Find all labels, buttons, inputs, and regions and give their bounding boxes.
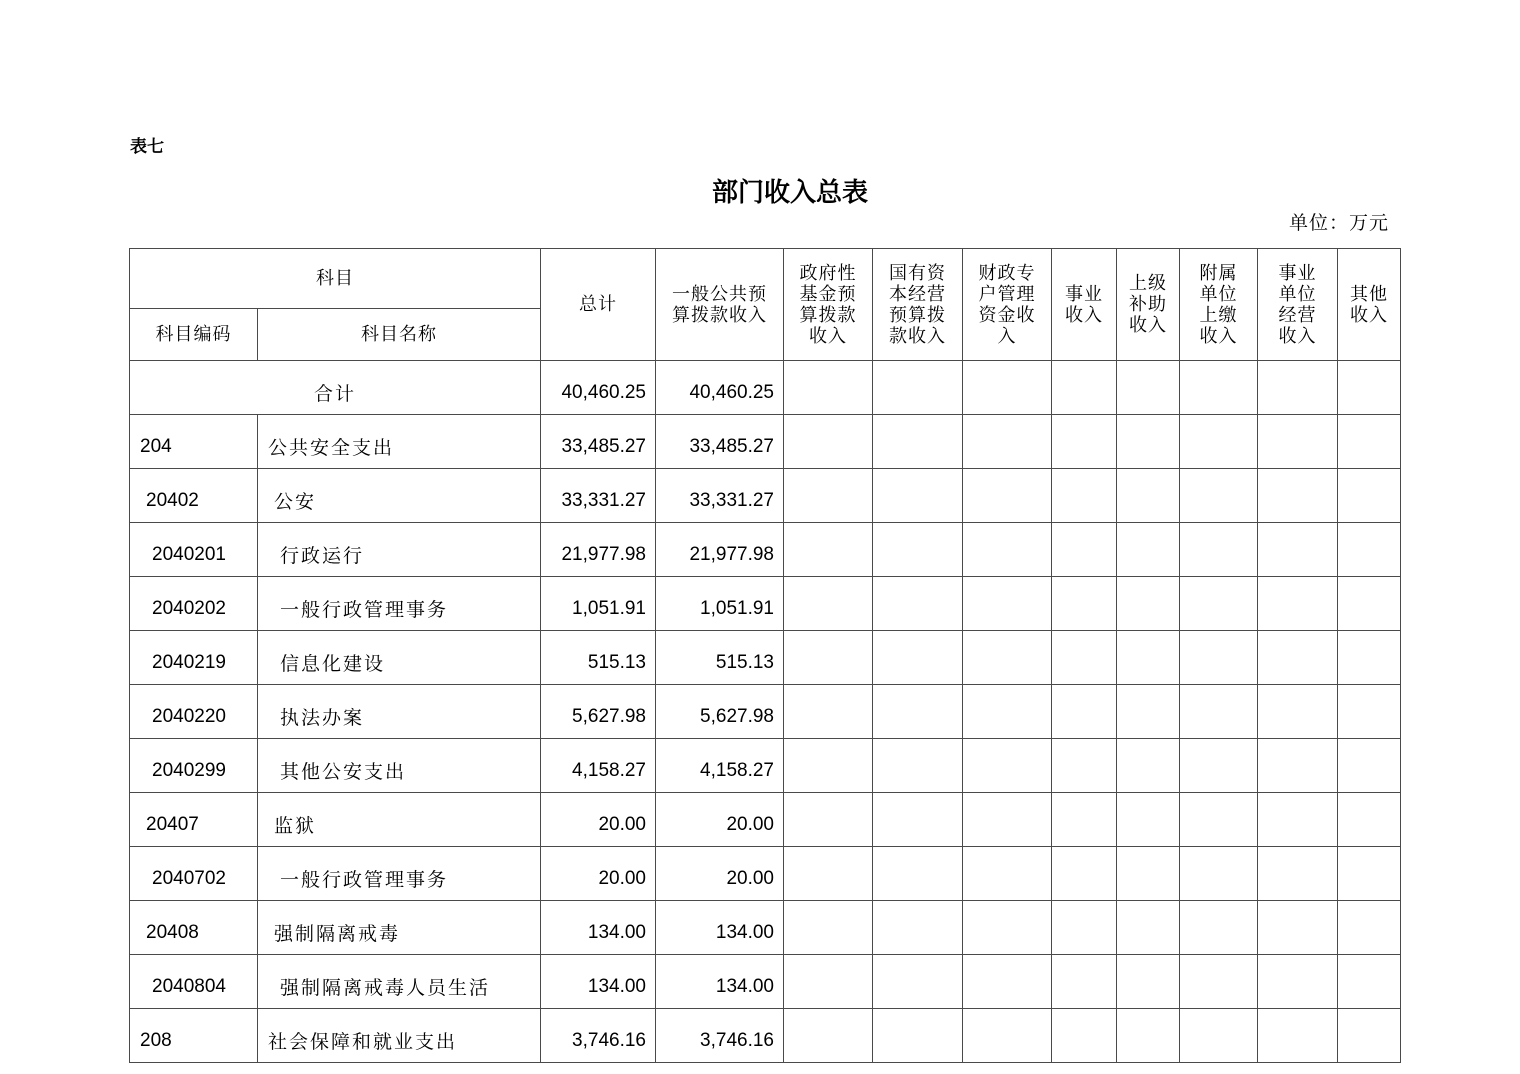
total-row xyxy=(130,361,1401,415)
empty-cell xyxy=(963,955,1052,1009)
empty-cell xyxy=(873,469,963,523)
empty-cell xyxy=(1258,955,1338,1009)
subject-code: 2040804 xyxy=(130,955,258,1009)
empty-cell xyxy=(1180,1009,1258,1063)
table-row xyxy=(130,847,1401,901)
empty-cell xyxy=(1258,523,1338,577)
total-value: 21,977.98 xyxy=(541,523,656,577)
empty-cell xyxy=(963,523,1052,577)
subject-name: 监狱 xyxy=(258,793,541,847)
subject-code: 20408 xyxy=(130,901,258,955)
empty-cell xyxy=(1180,955,1258,1009)
empty-cell xyxy=(1180,631,1258,685)
general-budget-header: 一般公共预 算拨款收入 xyxy=(656,249,784,361)
subject-code: 20402 xyxy=(130,469,258,523)
empty-cell xyxy=(1117,955,1180,1009)
empty-cell xyxy=(1117,685,1180,739)
empty-cell xyxy=(1338,847,1401,901)
empty-cell xyxy=(784,361,873,415)
empty-cell xyxy=(873,955,963,1009)
empty-cell xyxy=(1052,739,1117,793)
empty-cell xyxy=(1117,901,1180,955)
table-row xyxy=(130,523,1401,577)
subject-header: 科目 xyxy=(130,249,541,309)
empty-cell xyxy=(873,415,963,469)
empty-cell xyxy=(1180,685,1258,739)
general-budget-value: 21,977.98 xyxy=(656,523,784,577)
table-row xyxy=(130,955,1401,1009)
subject-code: 2040702 xyxy=(130,847,258,901)
empty-cell xyxy=(873,523,963,577)
empty-cell xyxy=(1338,631,1401,685)
empty-cell xyxy=(873,901,963,955)
empty-cell xyxy=(1180,523,1258,577)
subject-code: 20407 xyxy=(130,793,258,847)
general-budget-value: 515.13 xyxy=(656,631,784,685)
empty-cell xyxy=(1052,847,1117,901)
total-value: 20.00 xyxy=(541,847,656,901)
total-value: 134.00 xyxy=(541,955,656,1009)
empty-cell xyxy=(1052,415,1117,469)
general-budget-value: 4,158.27 xyxy=(656,739,784,793)
table-row xyxy=(130,1009,1401,1063)
empty-cell xyxy=(1338,955,1401,1009)
empty-cell xyxy=(1258,469,1338,523)
subject-name: 行政运行 xyxy=(258,523,541,577)
other-income-header: 其他 收入 xyxy=(1338,249,1401,361)
empty-cell xyxy=(873,577,963,631)
table-row xyxy=(130,793,1401,847)
empty-cell xyxy=(1180,361,1258,415)
empty-cell xyxy=(784,847,873,901)
empty-cell xyxy=(784,1009,873,1063)
special-account-header: 财政专 户管理 资金收 入 xyxy=(963,249,1052,361)
general-budget-value: 134.00 xyxy=(656,955,784,1009)
empty-cell xyxy=(1258,361,1338,415)
empty-cell xyxy=(784,415,873,469)
page-title: 部门收入总表 xyxy=(711,178,868,208)
name-header: 科目名称 xyxy=(258,309,541,361)
code-header: 科目编码 xyxy=(130,309,258,361)
empty-cell xyxy=(784,631,873,685)
subject-name: 社会保障和就业支出 xyxy=(258,1009,541,1063)
empty-cell xyxy=(1180,415,1258,469)
empty-cell xyxy=(1180,469,1258,523)
empty-cell xyxy=(1258,847,1338,901)
unit-label: 单位：万元 xyxy=(1288,212,1389,234)
general-budget-value: 20.00 xyxy=(656,847,784,901)
empty-cell xyxy=(963,469,1052,523)
empty-cell xyxy=(1338,901,1401,955)
empty-cell xyxy=(873,631,963,685)
empty-cell xyxy=(873,847,963,901)
state-capital-header: 国有资 本经营 预算拨 款收入 xyxy=(873,249,963,361)
subject-name: 公共安全支出 xyxy=(258,415,541,469)
empty-cell xyxy=(1052,793,1117,847)
empty-cell xyxy=(963,631,1052,685)
subject-code: 2040220 xyxy=(130,685,258,739)
total-value: 1,051.91 xyxy=(541,577,656,631)
subject-code: 208 xyxy=(130,1009,258,1063)
total-value: 20.00 xyxy=(541,793,656,847)
empty-cell xyxy=(1117,523,1180,577)
table-row xyxy=(130,577,1401,631)
empty-cell xyxy=(1052,523,1117,577)
empty-cell xyxy=(1338,577,1401,631)
total-row-general-budget: 40,460.25 xyxy=(656,361,784,415)
empty-cell xyxy=(1258,901,1338,955)
empty-cell xyxy=(1338,523,1401,577)
table-row xyxy=(130,631,1401,685)
empty-cell xyxy=(1117,469,1180,523)
income-summary-table xyxy=(129,248,1401,1063)
empty-cell xyxy=(873,361,963,415)
total-value: 33,331.27 xyxy=(541,469,656,523)
empty-cell xyxy=(1258,631,1338,685)
empty-cell xyxy=(873,1009,963,1063)
empty-cell xyxy=(784,901,873,955)
subject-code: 2040299 xyxy=(130,739,258,793)
general-budget-value: 20.00 xyxy=(656,793,784,847)
empty-cell xyxy=(1258,739,1338,793)
subject-name: 公安 xyxy=(258,469,541,523)
empty-cell xyxy=(963,685,1052,739)
empty-cell xyxy=(963,901,1052,955)
empty-cell xyxy=(1338,469,1401,523)
empty-cell xyxy=(963,739,1052,793)
total-header: 总计 xyxy=(541,249,656,361)
empty-cell xyxy=(1180,793,1258,847)
subject-name: 执法办案 xyxy=(258,685,541,739)
empty-cell xyxy=(1117,415,1180,469)
empty-cell xyxy=(1180,577,1258,631)
empty-cell xyxy=(1338,1009,1401,1063)
total-value: 134.00 xyxy=(541,901,656,955)
empty-cell xyxy=(784,523,873,577)
empty-cell xyxy=(1117,793,1180,847)
empty-cell xyxy=(1338,739,1401,793)
empty-cell xyxy=(1338,685,1401,739)
subject-code: 204 xyxy=(130,415,258,469)
empty-cell xyxy=(873,793,963,847)
empty-cell xyxy=(784,793,873,847)
empty-cell xyxy=(1180,847,1258,901)
subject-code: 2040201 xyxy=(130,523,258,577)
subject-name: 一般行政管理事务 xyxy=(258,577,541,631)
total-value: 3,746.16 xyxy=(541,1009,656,1063)
empty-cell xyxy=(873,685,963,739)
subject-name: 其他公安支出 xyxy=(258,739,541,793)
subject-name: 强制隔离戒毒 xyxy=(258,901,541,955)
general-budget-value: 5,627.98 xyxy=(656,685,784,739)
empty-cell xyxy=(1052,469,1117,523)
empty-cell xyxy=(1117,1009,1180,1063)
empty-cell xyxy=(963,1009,1052,1063)
business-operation-header: 事业 单位 经营 收入 xyxy=(1258,249,1338,361)
empty-cell xyxy=(784,955,873,1009)
empty-cell xyxy=(1117,361,1180,415)
table-row xyxy=(130,739,1401,793)
empty-cell xyxy=(963,361,1052,415)
empty-cell xyxy=(1052,577,1117,631)
total-value: 5,627.98 xyxy=(541,685,656,739)
empty-cell xyxy=(873,739,963,793)
empty-cell xyxy=(1052,361,1117,415)
table-row xyxy=(130,469,1401,523)
subject-name: 一般行政管理事务 xyxy=(258,847,541,901)
empty-cell xyxy=(1052,955,1117,1009)
affiliated-unit-header: 附属 单位 上缴 收入 xyxy=(1180,249,1258,361)
general-budget-value: 134.00 xyxy=(656,901,784,955)
subject-code: 2040219 xyxy=(130,631,258,685)
general-budget-value: 3,746.16 xyxy=(656,1009,784,1063)
total-value: 33,485.27 xyxy=(541,415,656,469)
empty-cell xyxy=(1258,577,1338,631)
empty-cell xyxy=(784,739,873,793)
business-income-header: 事业 收入 xyxy=(1052,249,1117,361)
general-budget-value: 33,331.27 xyxy=(656,469,784,523)
empty-cell xyxy=(1052,631,1117,685)
empty-cell xyxy=(784,685,873,739)
empty-cell xyxy=(1258,1009,1338,1063)
total-value: 4,158.27 xyxy=(541,739,656,793)
empty-cell xyxy=(1052,685,1117,739)
empty-cell xyxy=(1338,415,1401,469)
total-value: 515.13 xyxy=(541,631,656,685)
general-budget-value: 33,485.27 xyxy=(656,415,784,469)
empty-cell xyxy=(1338,361,1401,415)
table-number: 表七 xyxy=(130,137,164,157)
table-row xyxy=(130,685,1401,739)
total-row-total: 40,460.25 xyxy=(541,361,656,415)
empty-cell xyxy=(1117,631,1180,685)
empty-cell xyxy=(1258,793,1338,847)
total-row-label: 合计 xyxy=(130,361,541,415)
empty-cell xyxy=(1258,415,1338,469)
empty-cell xyxy=(1338,793,1401,847)
empty-cell xyxy=(1180,901,1258,955)
empty-cell xyxy=(1117,847,1180,901)
gov-fund-header: 政府性 基金预 算拨款 收入 xyxy=(784,249,873,361)
empty-cell xyxy=(963,793,1052,847)
subject-code: 2040202 xyxy=(130,577,258,631)
table-row xyxy=(130,415,1401,469)
table-row xyxy=(130,901,1401,955)
superior-subsidy-header: 上级 补助 收入 xyxy=(1117,249,1180,361)
empty-cell xyxy=(1117,739,1180,793)
empty-cell xyxy=(784,577,873,631)
empty-cell xyxy=(1258,685,1338,739)
empty-cell xyxy=(963,577,1052,631)
empty-cell xyxy=(963,415,1052,469)
general-budget-value: 1,051.91 xyxy=(656,577,784,631)
empty-cell xyxy=(784,469,873,523)
subject-name: 信息化建设 xyxy=(258,631,541,685)
empty-cell xyxy=(1117,577,1180,631)
empty-cell xyxy=(1052,901,1117,955)
subject-name: 强制隔离戒毒人员生活 xyxy=(258,955,541,1009)
empty-cell xyxy=(1052,1009,1117,1063)
empty-cell xyxy=(963,847,1052,901)
empty-cell xyxy=(1180,739,1258,793)
